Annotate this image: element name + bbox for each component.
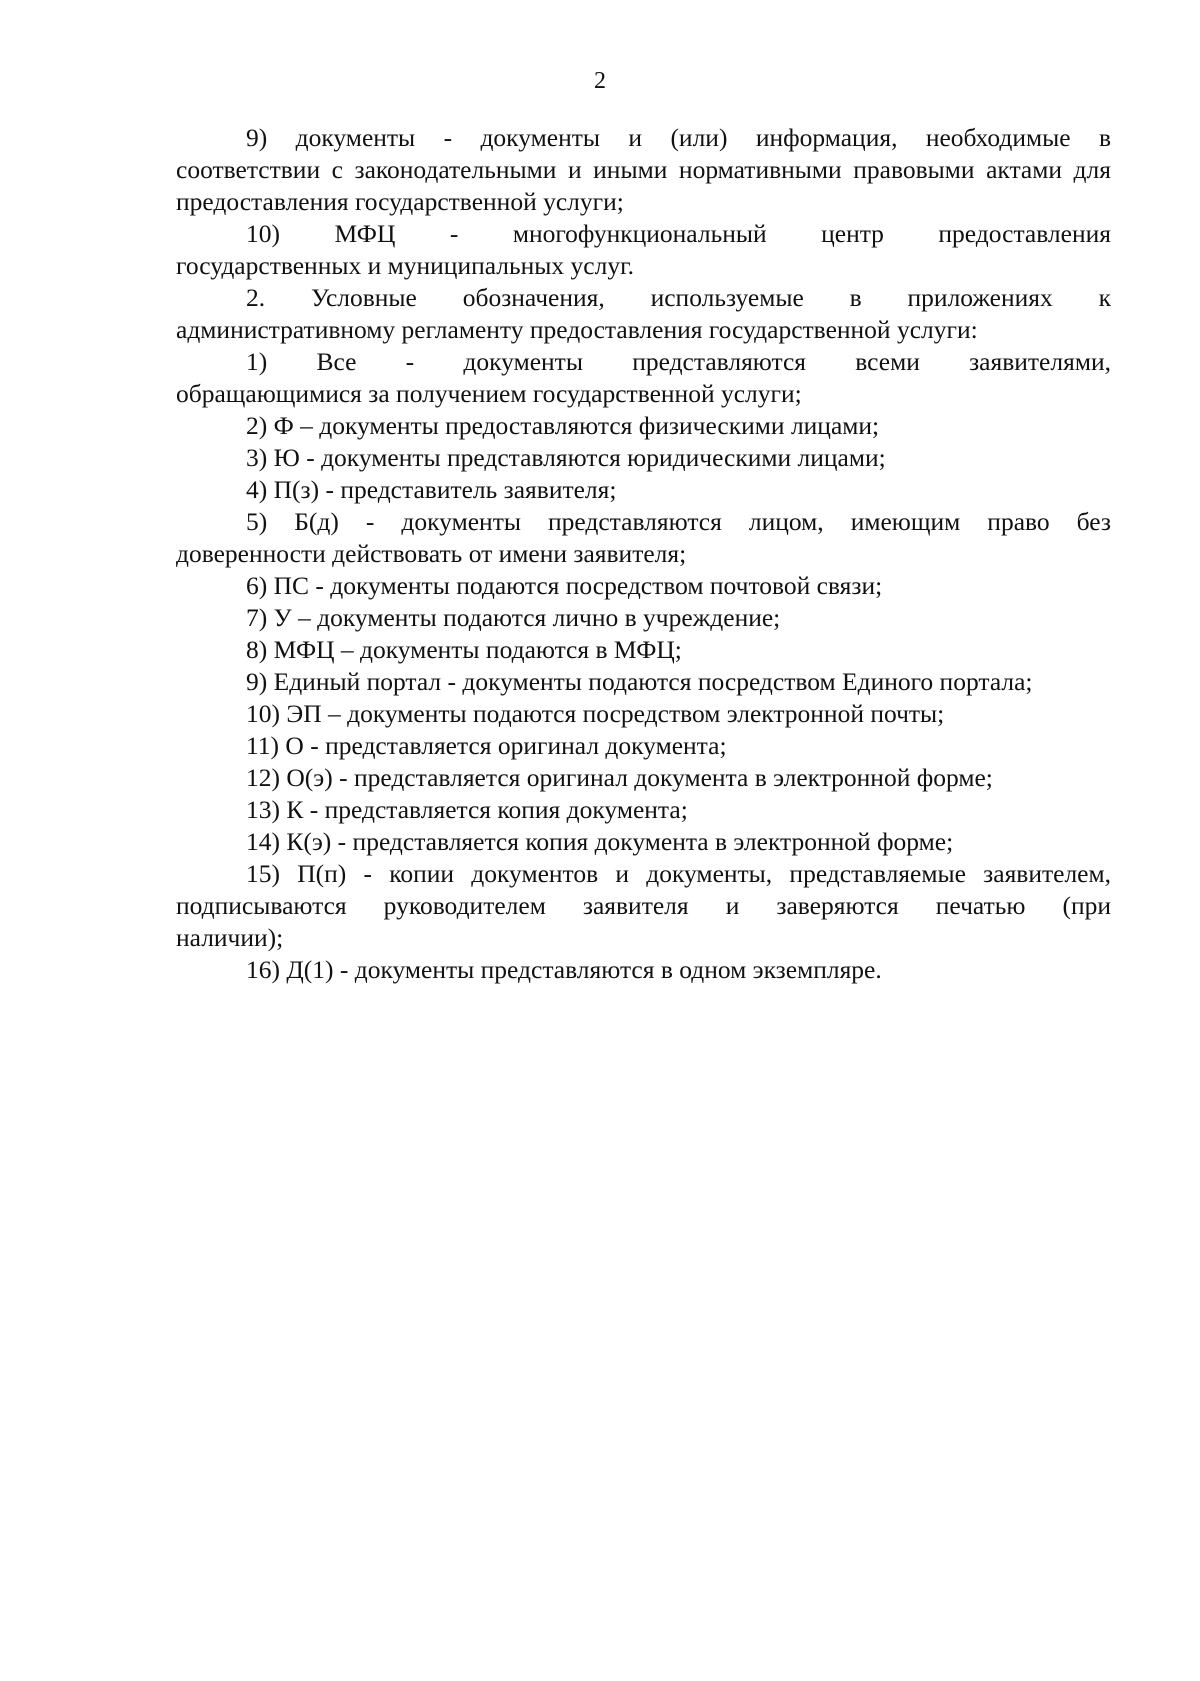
paragraph-line: административному регламенту предоставления государственной услуги: — [176, 315, 978, 344]
legend-item-12: 12) О(э) - представляется оригинал документа в электронной форме; — [246, 763, 993, 792]
legend-item-14: 14) К(э) - представляется копия документа в электронной форме; — [246, 827, 954, 856]
legend-item-15 — [176, 858, 1111, 954]
legend-item-11: 11) О - представляется оригинал документа; — [246, 731, 727, 760]
paragraph-line: 1) Все - документы представляются всеми заявителями, — [246, 347, 1111, 376]
paragraph-line: 10) МФЦ - многофункциональный центр предоставления — [246, 219, 1111, 248]
paragraph-line: обращающимися за получением государственной услуги; — [176, 379, 802, 408]
document-body — [176, 122, 1111, 986]
paragraph-line: 2. Условные обозначения, используемые в приложениях к — [246, 283, 1111, 312]
legend-item-6: 6) ПС - документы подаются посредством почтовой связи; — [246, 571, 883, 600]
paragraph-line: доверенности действовать от имени заявителя; — [176, 539, 687, 568]
paragraph-line: подписываются руководителем заявителя и заверяются печатью (при — [176, 891, 1111, 920]
legend-item-7: 7) У – документы подаются лично в учреждение; — [246, 603, 781, 632]
legend-item-10: 10) ЭП – документы подаются посредством электронной почты; — [246, 699, 945, 728]
paragraph-line: 15) П(п) - копии документов и документы, представляемые заявителем, — [246, 859, 1111, 888]
legend-item-8: 8) МФЦ – документы подаются в МФЦ; — [246, 635, 682, 664]
legend-item-1 — [176, 346, 1111, 410]
paragraph-line: наличии); — [176, 923, 284, 952]
paragraph-line: 5) Б(д) - документы представляются лицом, имеющим право без — [246, 507, 1111, 536]
legend-item-16: 16) Д(1) - документы представляются в одном экземпляре. — [246, 955, 882, 984]
legend-item-9: 9) Единый портал - документы подаются посредством Единого портала; — [246, 667, 1033, 696]
paragraph-line: государственных и муниципальных услуг. — [176, 251, 635, 280]
paragraph-2-legend — [176, 282, 1111, 346]
paragraph-line: соответствии с законодательными и иными нормативными правовыми актами для предоставления государственной услуги; — [176, 155, 1111, 216]
legend-item-5 — [176, 506, 1111, 570]
legend-item-2: 2) Ф – документы предоставляются физическими лицами; — [246, 411, 880, 440]
legend-item-13: 13) К - представляется копия документа; — [246, 795, 688, 824]
paragraph-9-documents — [176, 122, 1111, 218]
paragraph-line: 9) документы - документы и (или) информация, необходимые в — [246, 123, 1111, 152]
page-number: 2 — [594, 68, 606, 94]
legend-item-3: 3) Ю - документы представляются юридическими лицами; — [246, 443, 886, 472]
legend-item-4: 4) П(з) - представитель заявителя; — [246, 475, 617, 504]
paragraph-10-mfc — [176, 218, 1111, 282]
